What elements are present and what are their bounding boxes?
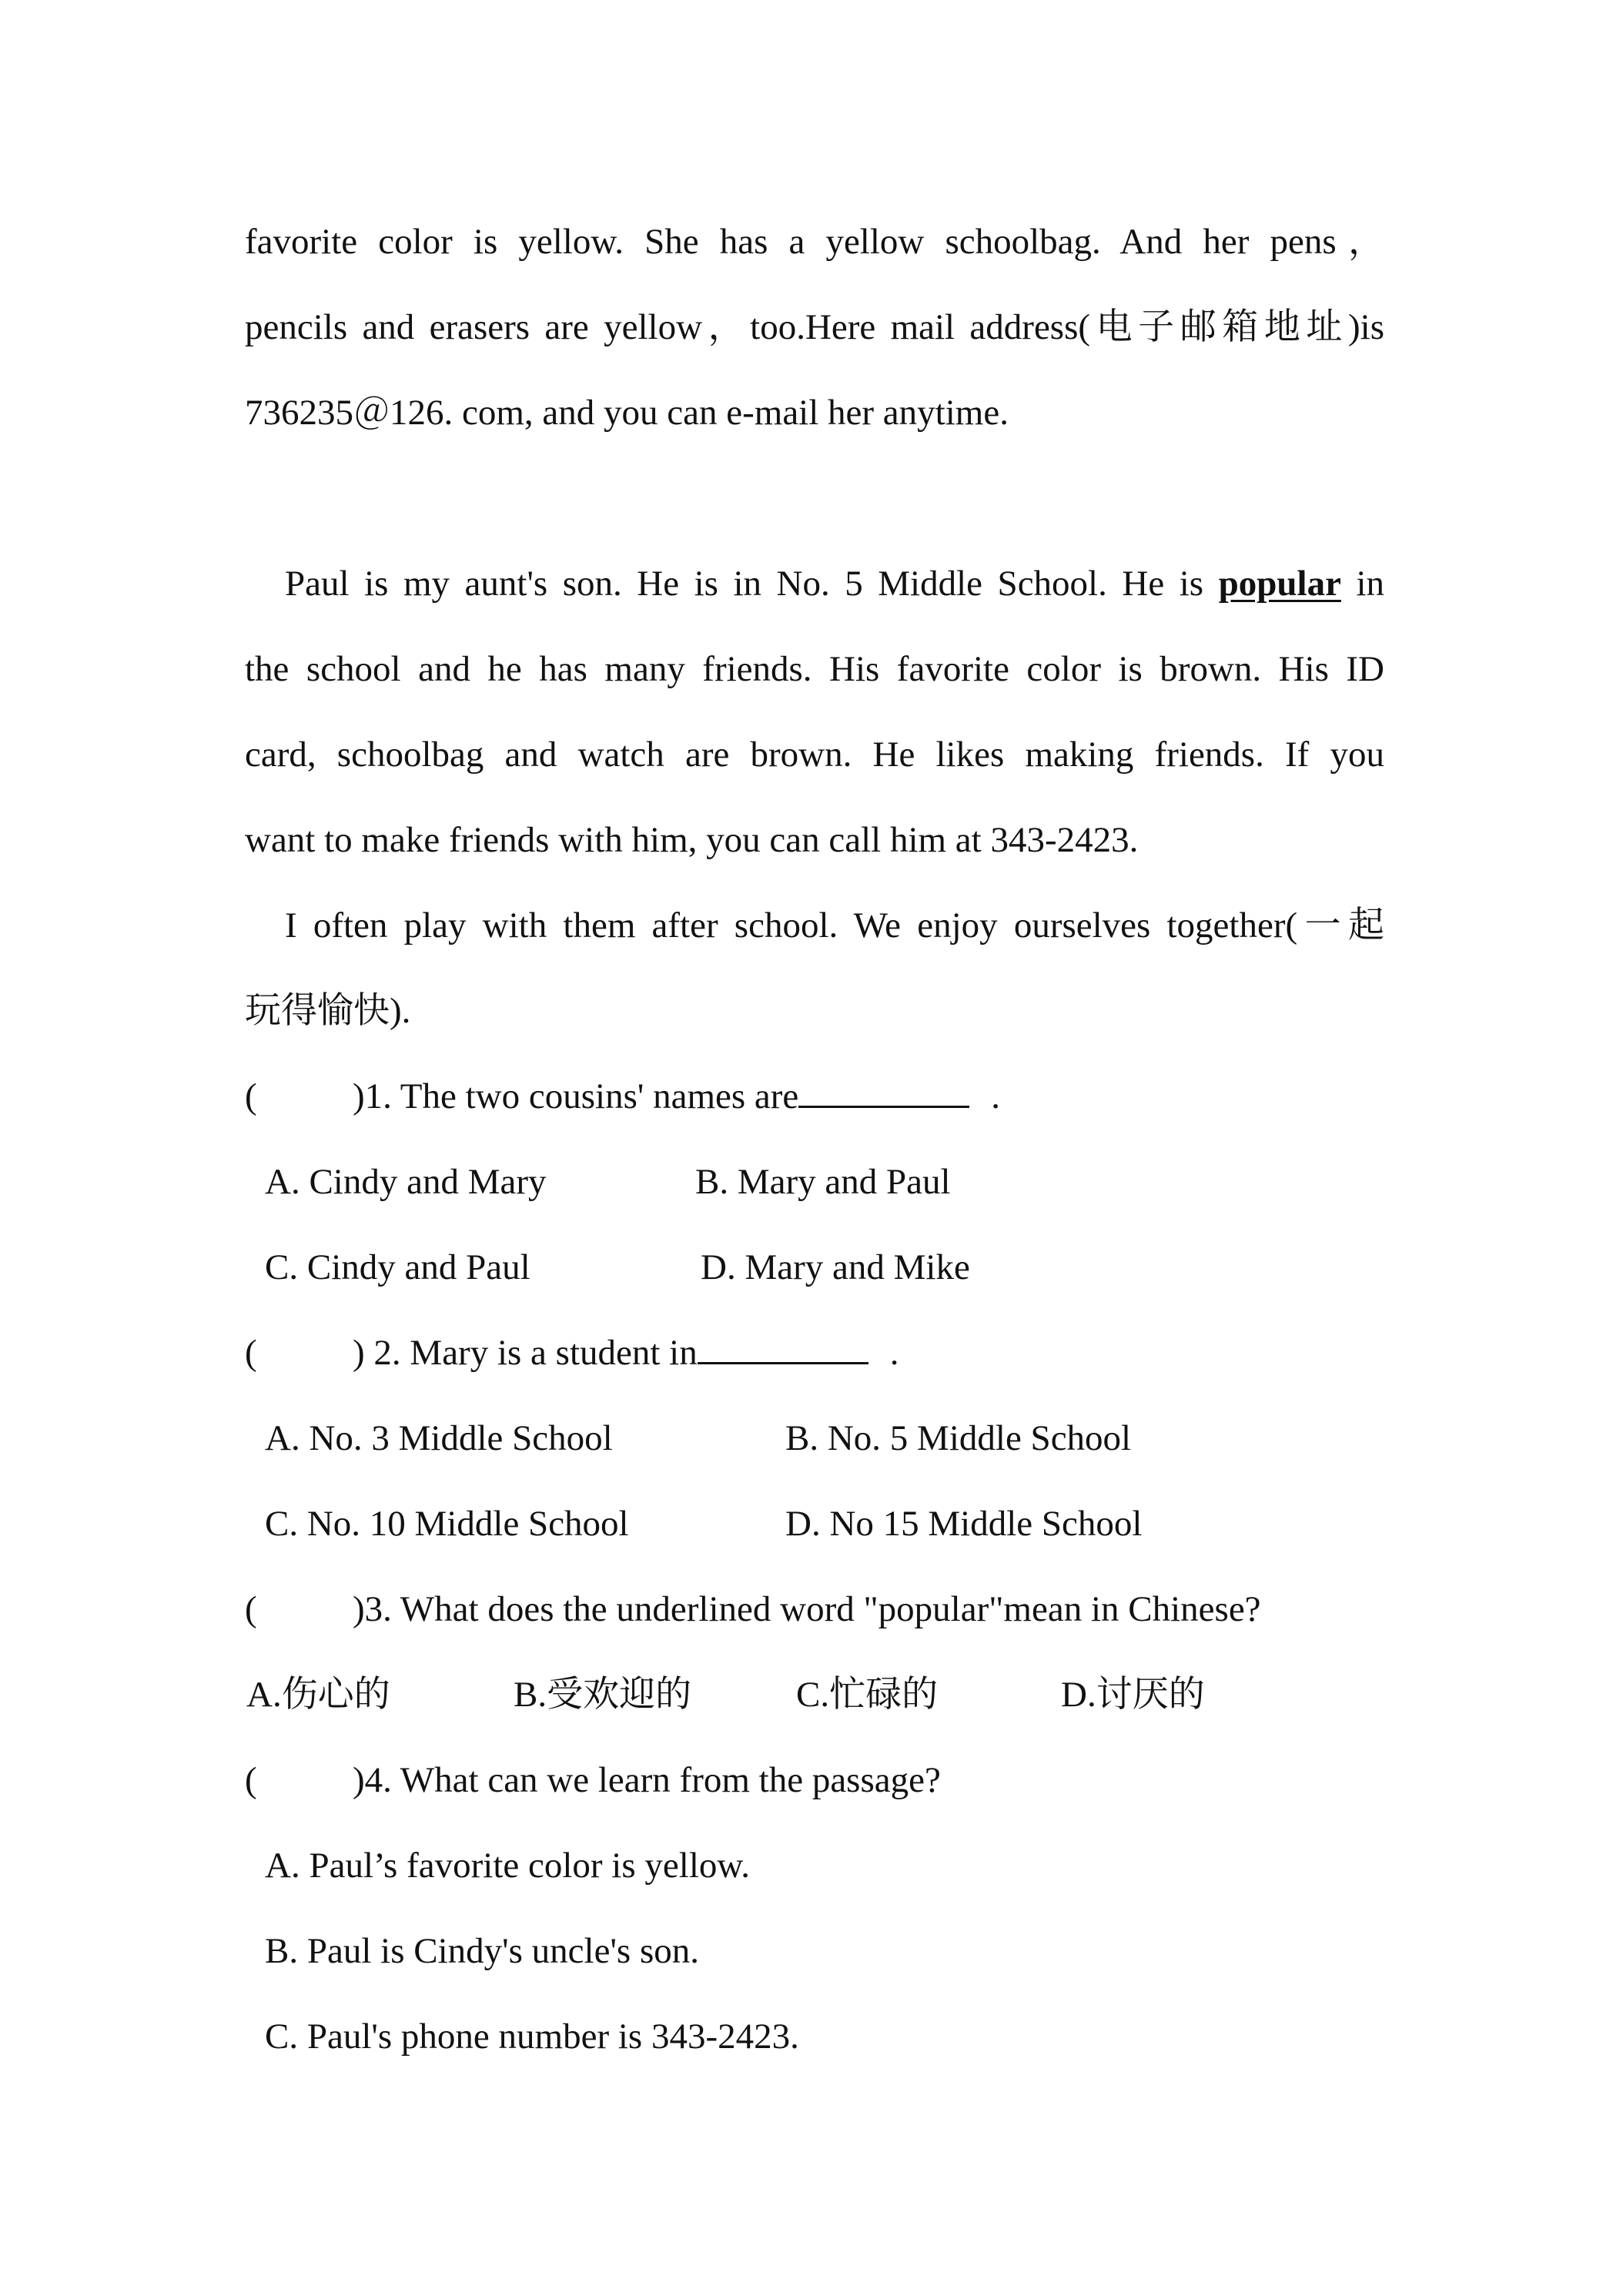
- passage-line: want to make friends with him, you can call him at 343-2423.: [245, 820, 1139, 860]
- passage-line: 玩得愉快).: [245, 991, 411, 1031]
- underlined-word-popular: popular: [1218, 564, 1341, 604]
- answer-blank: [698, 1331, 868, 1364]
- question-stem: )4. What can we learn from the passage?: [353, 1760, 941, 1800]
- option-b: B. No. 5 Middle School: [785, 1418, 1132, 1458]
- question-stem: )3. What does the underlined word "popular"mean in Chinese?: [353, 1589, 1261, 1629]
- passage-text: in: [1356, 564, 1385, 604]
- question-2: [245, 1330, 899, 1376]
- passage-line: pencils and erasers are yellow，too.Here mail address(电子邮箱地址)is: [245, 307, 1384, 347]
- question-tail: .: [889, 1333, 899, 1373]
- question-stem: )1. The two cousins' names are: [353, 1076, 799, 1116]
- option-a: A. Paul’s favorite color is yellow.: [265, 1846, 751, 1886]
- passage-line: I often play with them after school. We enjoy ourselves together(一起: [285, 905, 1384, 946]
- answer-paren: (: [245, 1589, 257, 1629]
- passage-line: the school and he has many friends. His favorite color is brown. His ID: [245, 649, 1384, 689]
- option-c: C. Paul's phone number is 343-2423.: [265, 2017, 799, 2057]
- passage-text: Paul is my aunt's son. He is in No. 5 Middle School. He is: [285, 564, 1204, 604]
- passage-line: 736235＠126. com, and you can e-mail her anytime.: [245, 393, 1009, 433]
- answer-paren: (: [245, 1333, 257, 1373]
- option-c: C. No. 10 Middle School: [265, 1504, 629, 1544]
- question-tail: .: [991, 1076, 1001, 1116]
- option-a: A.伤心的: [246, 1675, 390, 1715]
- passage-line: favorite color is yellow. She has a yellow schoolbag. And her pens，: [245, 222, 1384, 262]
- option-d: D. Mary and Mike: [701, 1247, 970, 1287]
- option-c: C.忙碌的: [796, 1675, 939, 1715]
- option-a: A. Cindy and Mary: [265, 1162, 547, 1202]
- question-1: [245, 1073, 1000, 1120]
- question-4: [245, 1757, 941, 1803]
- passage-line: [285, 561, 1384, 607]
- option-b: B. Mary and Paul: [695, 1162, 951, 1202]
- question-stem: ) 2. Mary is a student in: [353, 1333, 698, 1373]
- option-a: A. No. 3 Middle School: [265, 1418, 613, 1458]
- passage-line: card, schoolbag and watch are brown. He likes making friends. If you: [245, 735, 1384, 775]
- option-b: B. Paul is Cindy's uncle's son.: [265, 1931, 699, 1971]
- option-b: B.受欢迎的: [514, 1675, 692, 1715]
- answer-paren: (: [245, 1760, 257, 1800]
- answer-blank: [798, 1075, 969, 1108]
- answer-paren: (: [245, 1076, 257, 1116]
- option-c: C. Cindy and Paul: [265, 1247, 530, 1287]
- question-3: [245, 1586, 1261, 1632]
- option-d: D. No 15 Middle School: [785, 1504, 1143, 1544]
- option-d: D.讨厌的: [1061, 1675, 1205, 1715]
